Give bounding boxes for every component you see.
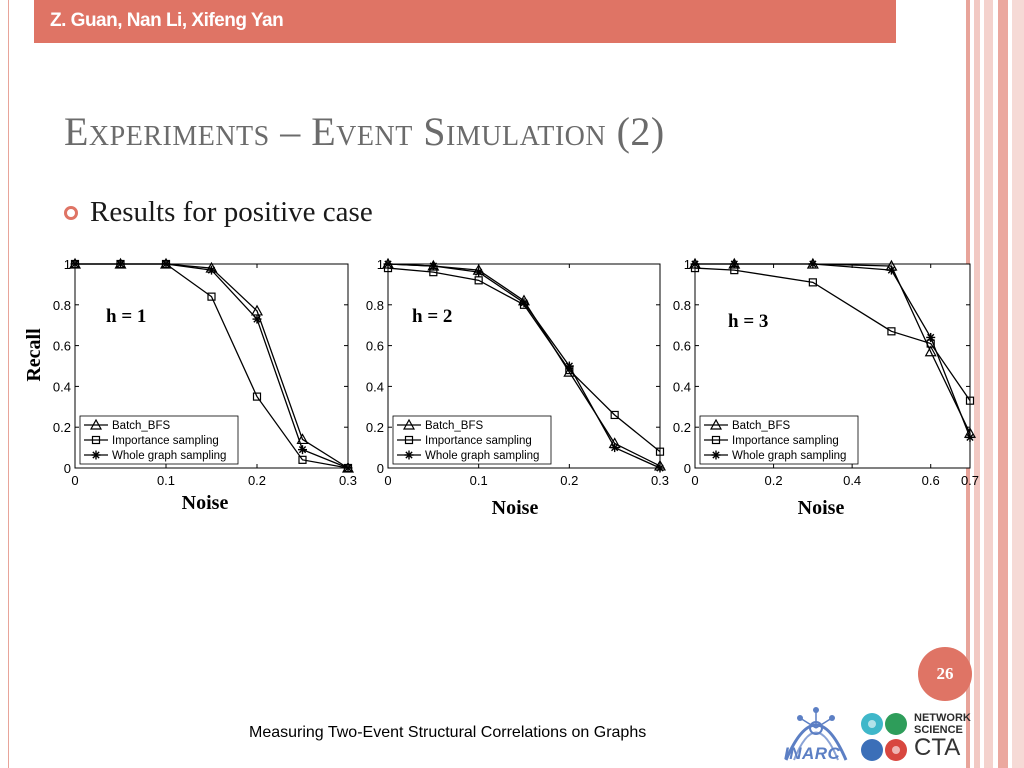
chart-1-data-point xyxy=(298,445,307,454)
chart-1-annotation: h = 1 xyxy=(106,306,147,327)
chart-1-ytick-label: 0.4 xyxy=(52,379,71,395)
chart-3-ytick-label: 0.6 xyxy=(672,338,691,354)
chart-3-xtick-label: 0.2 xyxy=(764,473,783,488)
chart-1-ytick-label: 0.6 xyxy=(52,338,71,354)
chart-2-x-axis-label: Noise xyxy=(491,497,539,519)
chart-3-ytick-label: 0.4 xyxy=(672,379,691,395)
chart-1-legend-label: Whole graph sampling xyxy=(112,450,227,462)
chart-1-data-point xyxy=(71,260,80,269)
chart-1-ytick-label: 1 xyxy=(63,257,71,272)
chart-3-legend-marker xyxy=(712,451,721,460)
chart-1-data-point xyxy=(162,260,171,269)
chart-2-data-point xyxy=(656,464,665,473)
chart-2-ytick-label: 0.8 xyxy=(365,297,384,313)
chart-1-xtick-label: 0.2 xyxy=(247,473,267,488)
chart-1-data-point xyxy=(344,464,353,473)
cta-line-cta: CTA xyxy=(914,734,961,761)
footer-text: Measuring Two-Event Structural Correlations on Graphs xyxy=(249,724,647,741)
chart-2-data-point xyxy=(474,268,483,277)
chart-2-ytick-label: 0.2 xyxy=(365,420,384,436)
chart-3-ytick-label: 1 xyxy=(683,257,691,272)
chart-1-data-point xyxy=(116,260,125,269)
chart-2-data-point xyxy=(429,262,438,271)
chart-2-legend-label: Batch_BFS xyxy=(425,420,484,432)
chart-3-xtick-label: 0 xyxy=(691,473,699,488)
authors-text: Z. Guan, Nan Li, Xifeng Yan xyxy=(50,10,284,31)
chart-1-xtick-label: 0.1 xyxy=(156,473,176,488)
y-axis-label: Recall xyxy=(23,328,45,382)
chart-2-ytick-label: 1 xyxy=(376,257,384,272)
chart-2-legend-marker xyxy=(405,451,414,460)
chart-1-ytick-label: 0 xyxy=(63,461,71,476)
chart-3-ytick-label: 0 xyxy=(683,461,691,476)
cta-line-science: SCIENCE xyxy=(914,724,963,736)
chart-3-annotation: h = 3 xyxy=(728,311,769,332)
chart-2-xtick-label: 0.3 xyxy=(650,473,670,488)
chart-1-legend-label: Importance sampling xyxy=(112,435,219,447)
inarc-logo-label: INARC xyxy=(784,744,841,763)
chart-2-data-point xyxy=(520,298,529,307)
chart-2-xtick-label: 0.2 xyxy=(560,473,579,488)
slide-title: Experiments – Event Simulation (2) xyxy=(64,109,665,154)
chart-1-xtick-label: 0 xyxy=(71,473,79,488)
chart-2-legend-label: Importance sampling xyxy=(425,435,532,447)
page-number: 26 xyxy=(936,664,954,683)
chart-1-data-point xyxy=(207,266,216,275)
chart-2-annotation: h = 2 xyxy=(412,306,453,327)
chart-1-legend-label: Batch_BFS xyxy=(112,420,171,432)
chart-2-xtick-label: 0 xyxy=(384,473,392,488)
chart-2-ytick-label: 0.4 xyxy=(365,379,384,395)
chart-1-x-axis-label: Noise xyxy=(181,492,229,514)
chart-3-legend-label: Importance sampling xyxy=(732,435,839,447)
chart-3-legend-label: Batch_BFS xyxy=(732,420,791,432)
chart-2-xtick-label: 0.1 xyxy=(469,473,488,488)
chart-3-x-axis-label: Noise xyxy=(797,497,845,519)
chart-2-ytick-label: 0 xyxy=(376,461,384,476)
chart-1-legend-marker xyxy=(92,451,101,460)
chart-1-xtick-label: 0.3 xyxy=(338,473,358,488)
chart-3-legend-label: Whole graph sampling xyxy=(732,450,847,462)
chart-1-ytick-label: 0.8 xyxy=(52,297,71,313)
bullet-text: Results for positive case xyxy=(90,196,373,228)
cta-line-network: NETWORK xyxy=(914,712,971,724)
chart-3-data-point xyxy=(966,433,975,442)
chart-2-ytick-label: 0.6 xyxy=(365,338,384,354)
chart-3-ytick-label: 0.2 xyxy=(672,420,691,436)
chart-1-ytick-label: 0.2 xyxy=(52,420,71,436)
chart-3-ytick-label: 0.8 xyxy=(672,297,691,313)
cta-logo-text xyxy=(914,712,971,760)
chart-3-data-point xyxy=(691,260,700,269)
chart-2-data-point xyxy=(384,260,393,269)
chart-3-xtick-label: 0.4 xyxy=(843,473,862,488)
chart-3-xtick-label: 0.7 xyxy=(960,473,980,488)
chart-2-legend-label: Whole graph sampling xyxy=(425,450,540,462)
chart-3-xtick-label: 0.6 xyxy=(921,473,940,488)
page-number-badge xyxy=(918,647,972,701)
chart-1-data-point xyxy=(253,315,262,324)
